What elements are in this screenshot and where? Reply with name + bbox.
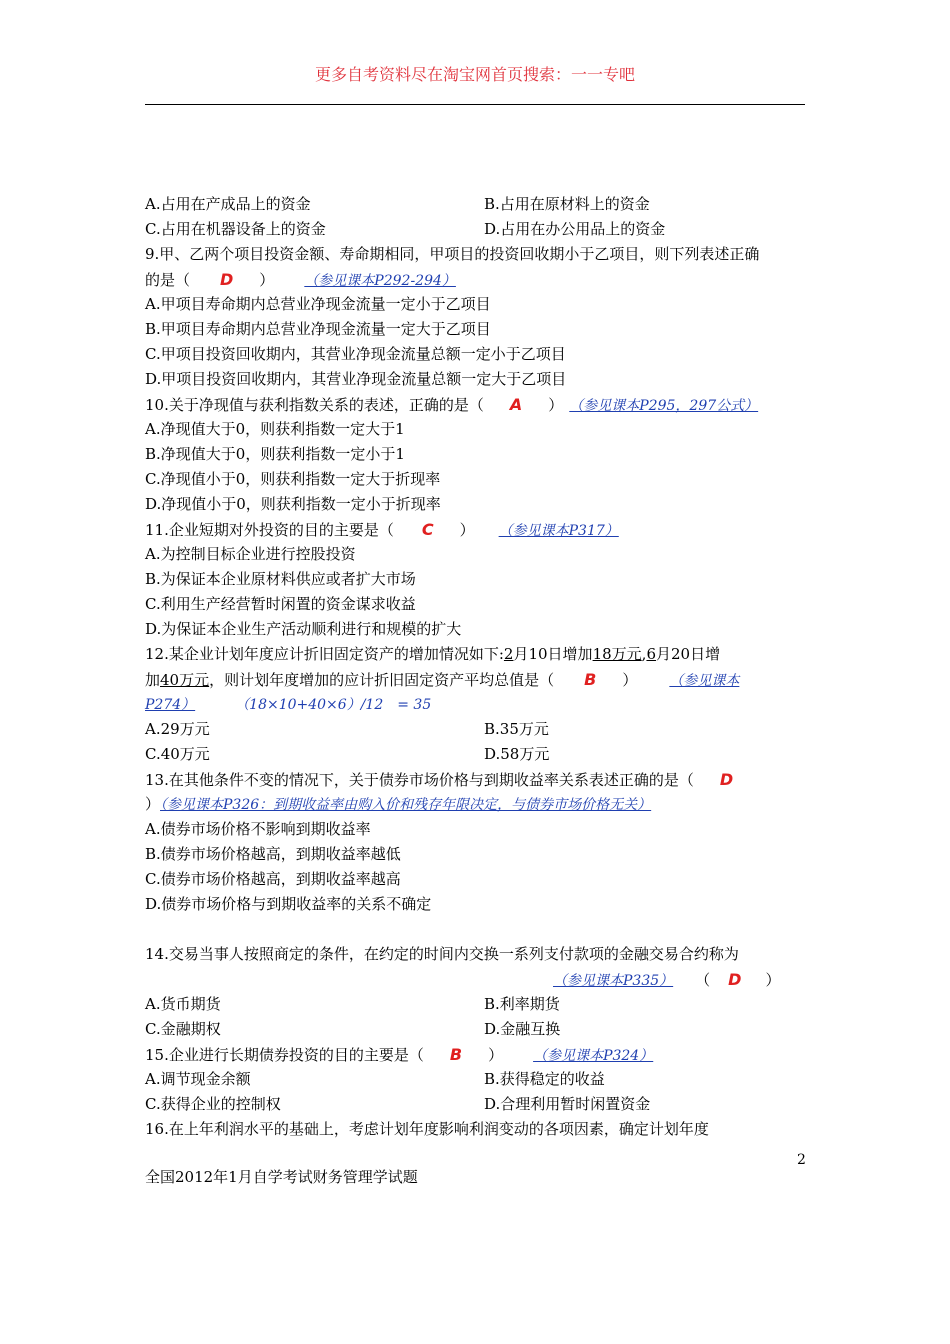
textbook-reference: （参见课本P317） [498, 523, 619, 539]
option-b: B.获得稳定的收益 [484, 1070, 605, 1088]
page-footer: 全国2012年1月自学考试财务管理学试题 [145, 1168, 418, 1186]
option-a: A.甲项目寿命期内总营业净现金流量一定小于乙项目 [145, 295, 491, 313]
option-d: D.债券市场价格与到期收益率的关系不确定 [145, 895, 432, 913]
textbook-reference: （参见课本 [669, 673, 740, 689]
question-text: 13.在其他条件不变的情况下，关于债券市场价格与到期收益率关系表述正确的是（ [145, 771, 694, 789]
question-text: （ [695, 971, 711, 989]
question-text: ） [548, 396, 564, 414]
option-b: B.占用在原材料上的资金 [484, 195, 650, 213]
option-d: D.净现值小于0，则获利指数一定小于折现率 [145, 495, 441, 513]
question-text: 15.企业进行长期债券投资的目的主要是（ [145, 1046, 424, 1064]
option-a: A.货币期货 [145, 995, 221, 1013]
option-d: D.金融互换 [484, 1020, 561, 1038]
option-b: B.利率期货 [484, 995, 560, 1013]
underlined-value: 18万元 [592, 645, 642, 663]
question-text: 10.关于净现值与获利指数关系的表述，正确的是（ [145, 396, 484, 414]
option-c: C.利用生产经营暂时闲置的资金谋求收益 [145, 595, 416, 613]
option-a: A.债券市场价格不影响到期收益率 [145, 820, 371, 838]
options-row [145, 717, 810, 742]
option-a: A.净现值大于0，则获利指数一定大于1 [145, 420, 405, 438]
textbook-reference: （参见课本P324） [533, 1048, 654, 1064]
option-a: A.29万元 [145, 720, 210, 738]
question-text: ） [622, 671, 638, 689]
question-text: 月10日增加 [513, 645, 593, 663]
option-c: C.净现值小于0，则获利指数一定大于折现率 [145, 470, 441, 488]
options-row [145, 992, 810, 1017]
textbook-reference: （参见课本P292-294） [304, 273, 456, 289]
option-a: A.占用在产成品上的资金 [145, 195, 311, 213]
question-text: , [641, 645, 647, 663]
option-d: D.58万元 [484, 745, 550, 763]
question-15-text [145, 1042, 810, 1067]
options-row [145, 1067, 810, 1092]
option-c: C.40万元 [145, 745, 210, 763]
options-row [145, 192, 810, 217]
option-c: C.获得企业的控制权 [145, 1095, 281, 1113]
textbook-reference: （参见课本P295，297公式） [569, 398, 759, 414]
question-text: ） [145, 795, 161, 813]
question-14-answer-line [145, 967, 810, 992]
question-text: 加 [145, 671, 161, 689]
question-14-text: 14.交易当事人按照商定的条件，在约定的时间内交换一系列支付款项的金融交易合约称为 [145, 945, 739, 963]
textbook-reference: （参见课本P326：到期收益率由购入价和残存年限决定，与债券市场价格无关） [160, 797, 652, 813]
answer-mark: A [509, 395, 523, 414]
question-text: ） [259, 271, 275, 289]
question-text: 月20日增 [655, 645, 721, 663]
option-b: B.为保证本企业原材料供应或者扩大市场 [145, 570, 416, 588]
textbook-reference: P274） [145, 697, 196, 713]
option-c: C.甲项目投资回收期内，其营业净现金流量总额一定小于乙项目 [145, 345, 566, 363]
options-row [145, 742, 810, 767]
option-b: B.债券市场价格越高，到期收益率越低 [145, 845, 401, 863]
option-a: A.为控制目标企业进行控股投资 [145, 545, 356, 563]
question-16-text: 16.在上年利润水平的基础上，考虑计划年度影响利润变动的各项因素，确定计划年度 [145, 1120, 709, 1138]
textbook-reference: （参见课本P335） [553, 973, 674, 989]
question-12-text [145, 642, 810, 667]
underlined-value: 2 [503, 645, 514, 663]
option-c: C.债券市场价格越高，到期收益率越高 [145, 870, 401, 888]
question-text: ） [765, 971, 781, 989]
question-11-text [145, 517, 810, 542]
question-10-text [145, 392, 810, 417]
calculation-formula: （18×10+40×6）/12 = 35 [235, 697, 432, 713]
underlined-value: 6 [646, 645, 656, 663]
question-text: 11.企业短期对外投资的目的主要是（ [145, 521, 394, 539]
question-13-text [145, 767, 810, 792]
option-c: C.占用在机器设备上的资金 [145, 220, 326, 238]
option-d: D.为保证本企业生产活动顺利进行和规模的扩大 [145, 620, 462, 638]
underlined-value: 40万元 [160, 671, 210, 689]
question-text: ） [459, 521, 475, 539]
question-text: ，则计划年度增加的应计折旧固定资产平均总值是（ [209, 671, 555, 689]
options-row [145, 1017, 810, 1042]
question-text: 的是（ [145, 271, 191, 289]
option-b: B.35万元 [484, 720, 549, 738]
option-c: C.金融期权 [145, 1020, 221, 1038]
options-row [145, 217, 810, 242]
page-header: 更多自考资料尽在淘宝网首页搜索：一一专吧 [314, 65, 635, 84]
header-rule [145, 104, 805, 105]
option-d: D.合理利用暂时闲置资金 [484, 1095, 651, 1113]
question-text: ） [488, 1046, 504, 1064]
answer-mark: B [584, 670, 597, 689]
question-9-text: 9.甲、乙两个项目投资金额、寿命期相同，甲项目的投资回收期小于乙项目，则下列表述正确 [145, 245, 760, 263]
option-b: B.甲项目寿命期内总营业净现金流量一定大于乙项目 [145, 320, 491, 338]
question-13-reference-line [145, 792, 810, 817]
option-b: B.净现值大于0，则获利指数一定小于1 [145, 445, 405, 463]
exam-content [145, 192, 810, 1142]
page-number: 2 [797, 1152, 806, 1168]
question-9-answer-line [145, 267, 810, 292]
question-12-answer-line [145, 667, 810, 692]
answer-mark: D [220, 270, 234, 289]
option-d: D.占用在办公用品上的资金 [484, 220, 666, 238]
options-row [145, 1092, 810, 1117]
option-a: A.调节现金余额 [145, 1070, 251, 1088]
answer-mark: D [719, 770, 734, 789]
spacer [145, 917, 810, 942]
option-d: D.甲项目投资回收期内，其营业净现金流量总额一定大于乙项目 [145, 370, 567, 388]
answer-mark: B [449, 1045, 463, 1064]
question-text: 12.某企业计划年度应计折旧固定资产的增加情况如下: [145, 645, 504, 663]
answer-mark: D [728, 970, 742, 989]
answer-mark: C [421, 520, 434, 539]
question-12-formula-line [145, 692, 810, 717]
